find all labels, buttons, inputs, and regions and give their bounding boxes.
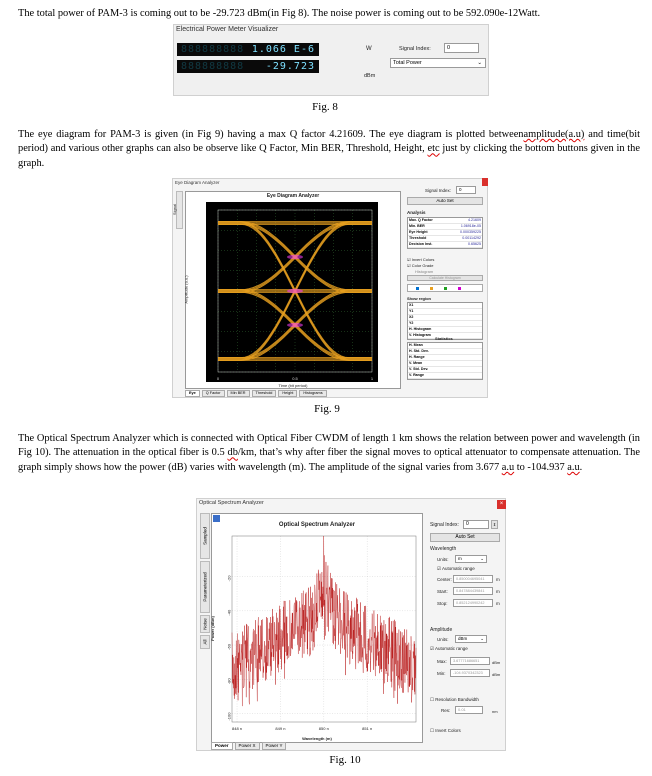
signal-index-spinner[interactable]: ⇕ (492, 522, 497, 527)
dbm-display (177, 60, 319, 73)
region-row[interactable]: X1 (408, 303, 482, 309)
osa-xlabel: Wavelength (m) (302, 736, 332, 741)
signal-index-label: Signal Index: (399, 46, 431, 52)
para2-etc: etc (427, 143, 440, 155)
wavelength-header: Wavelength (430, 546, 457, 552)
max-input[interactable]: 3.67771686651 (450, 657, 490, 665)
dbm-value: -29.723 (265, 61, 315, 72)
region-row[interactable]: V. Histogram (408, 333, 482, 339)
region-row[interactable]: Y2 (408, 321, 482, 327)
eye-xlabel: Time (bit period) (278, 383, 308, 388)
fig9-caption: Fig. 9 (314, 403, 340, 415)
swatch-orange[interactable] (430, 287, 433, 290)
eye-x-tick-label: 1 (370, 376, 374, 381)
eye-x-tick-label: 0.5 (292, 376, 298, 381)
para3-text-4: . (579, 461, 583, 473)
eye-analyzer-window (172, 178, 488, 398)
start-input[interactable]: 0.847884439841 (453, 587, 493, 595)
dbm-display-ghost: 888888888 (181, 61, 245, 72)
eye-ylabel: Amplitude (a.u.) (183, 275, 189, 304)
fig10-caption: Fig. 10 (329, 754, 361, 766)
paragraph-total-power: The total power of PAM-3 is coming out to be -29.723 dBm(in Fig 8). The noise power is coming out to be 592.090e-12Watt. (18, 8, 541, 19)
analysis-name: Max. Q Factor (409, 218, 433, 222)
resolution-bandwidth-checkbox[interactable]: ☐ Resolution Bandwidth (430, 697, 479, 702)
osa-plot-frame (211, 513, 423, 743)
analysis-value: 1.06918e-05 (460, 224, 481, 228)
res-input[interactable]: 0.01 (455, 706, 483, 714)
analysis-value: 0.00114292 (462, 236, 481, 240)
para2-text-1: The eye diagram for PAM-3 is given (in Fig 9) having a max Q factor 4.21609. The eye diagram is plotted between (18, 129, 524, 140)
eye-window-title: Eye Diagram Analyzer (175, 180, 220, 185)
osa-autoset-button[interactable]: Auto Set (430, 533, 500, 542)
eye-crossing-0 (287, 255, 303, 259)
swatch-green[interactable] (444, 287, 447, 290)
analysis-name: Threshold (409, 236, 427, 240)
center-label: Center: (437, 577, 452, 582)
histogram-label: Histogram (415, 269, 434, 274)
mode-select-value: Total Power (393, 60, 422, 66)
region-header: Show region (407, 296, 431, 301)
swatch-magenta[interactable] (458, 287, 461, 290)
osa-side-tab-label: Sampled (202, 527, 208, 545)
osa-tab[interactable]: Power (211, 742, 233, 750)
res-unit: nm (492, 709, 498, 714)
chevron-down-icon: ⌄ (480, 636, 484, 641)
eye-signal-index-label: Signal Index: (425, 188, 452, 193)
eye-plot-title: Eye Diagram Analyzer (266, 193, 320, 199)
osa-x-tick-label: 851 n (362, 726, 373, 731)
power-meter-window (173, 24, 489, 96)
para3-text-3: to -104.937 (514, 461, 568, 473)
osa-y-tick-label: -80 (226, 678, 232, 685)
eye-tab[interactable]: Eye (185, 390, 200, 397)
osa-x-tick-label: 850 n (318, 726, 329, 731)
paragraph-eye-diagram (18, 128, 640, 171)
eye-bottom-tabs (185, 390, 327, 397)
analysis-name: Min. BER (409, 224, 425, 228)
eye-tab[interactable]: Histograms (299, 390, 326, 397)
osa-side-tab[interactable] (200, 561, 210, 613)
max-unit: dBm (492, 660, 501, 665)
eye-tab[interactable]: Threshold (252, 390, 277, 397)
analysis-value: 0.65625 (468, 242, 481, 246)
osa-side-tabs (200, 513, 210, 693)
eye-autoset-button[interactable]: Auto Set (407, 197, 483, 205)
watt-value: 1.066 E-6 (251, 44, 315, 55)
amp-auto-range-checkbox[interactable]: ☑ Automatic range (430, 646, 468, 651)
chevron-down-icon: ⌄ (480, 556, 484, 561)
analysis-value: 4.21609 (468, 218, 481, 222)
chevron-down-icon: ⌄ (477, 60, 482, 66)
eye-crossing-1 (287, 323, 303, 327)
min-input[interactable]: -104.9370342323 (450, 669, 490, 677)
wl-units-label: Units: (437, 557, 449, 562)
region-row[interactable]: H. Histogram (408, 327, 482, 333)
close-icon[interactable] (482, 178, 488, 186)
analysis-table (407, 217, 483, 249)
start-unit: m (496, 589, 500, 594)
close-icon[interactable]: × (497, 500, 506, 509)
osa-tab[interactable]: Power Y (262, 742, 287, 750)
signal-index-input[interactable]: 0 (444, 43, 479, 53)
osa-invert-colors-checkbox[interactable]: ☐ Invert Colors (430, 728, 461, 733)
amp-units-select[interactable]: dBm ⌄ (455, 635, 487, 643)
amplitude-header: Amplitude (430, 627, 453, 633)
start-label: Start: (437, 589, 448, 594)
analysis-name: Decision Inst. (409, 242, 433, 246)
osa-side-tab[interactable] (200, 513, 210, 559)
osa-x-tick-label: 848 n (232, 726, 243, 731)
watt-display (177, 43, 319, 56)
eye-crossing-2 (287, 289, 303, 293)
analysis-value: 0.000359225 (460, 230, 481, 234)
osa-side-tab-label: Noise (202, 618, 208, 630)
osa-ylabel: Power (dBm) (209, 616, 215, 641)
invert-colors-checkbox[interactable]: ☑ Invert Colors (407, 257, 435, 262)
wl-auto-range-checkbox[interactable]: ☑ Automatic range (437, 566, 475, 571)
osa-plot-title: Optical Spectrum Analyzer (278, 522, 356, 528)
app-logo-icon (213, 515, 220, 522)
osa-y-tick-label: -20 (226, 575, 232, 582)
dbm-unit: dBm (364, 73, 376, 79)
para3-au-2: a.u (567, 461, 580, 473)
eye-plot-frame (185, 191, 401, 389)
paragraph-osa (18, 432, 640, 475)
center-unit: m (496, 577, 500, 582)
osa-y-tick-label: -100 (226, 712, 232, 721)
region-row[interactable]: Y1 (408, 309, 482, 315)
statistics-header: Statistics (435, 336, 453, 341)
osa-x-tick-label: 849 n (275, 726, 286, 731)
eye-plot-canvas (206, 202, 378, 382)
analysis-header: Analysis (407, 210, 426, 215)
calculate-histogram-button[interactable]: Calculate Histogram (407, 275, 483, 281)
osa-window (196, 498, 506, 751)
center-input[interactable]: 0.850004695041 (453, 575, 493, 583)
eye-x-tick-label: 0 (216, 376, 220, 381)
stats-row[interactable]: V. Std. Dev. (408, 367, 482, 373)
analysis-row (408, 242, 482, 248)
para3-au-1: a.u (501, 461, 515, 473)
stop-unit: m (496, 601, 500, 606)
power-meter-title: Electrical Power Meter Visualizer (176, 26, 279, 33)
osa-signal-index-label: Signal Index: (430, 522, 459, 528)
side-tab-signal[interactable]: Signal (176, 191, 183, 229)
para2-text-2: and time(bit period) and various other graphs can also be observe like Q Factor, Min BER, Threshold, Height, (18, 129, 640, 155)
stats-row[interactable]: H. Mean (408, 343, 482, 349)
eye-tab[interactable]: Height (278, 390, 297, 397)
region-row[interactable]: X2 (408, 315, 482, 321)
color-grade-checkbox[interactable]: ☑ Color Grade (407, 263, 434, 268)
fig8-caption: Fig. 8 (312, 101, 338, 113)
para3-db: db (227, 447, 238, 459)
max-label: Max: (437, 659, 447, 664)
osa-side-tab[interactable] (200, 615, 210, 633)
amp-units-label: Units: (437, 637, 449, 642)
osa-bottom-tabs (211, 742, 286, 750)
watt-display-ghost: 888888888 (181, 44, 245, 55)
osa-side-tab[interactable] (200, 635, 210, 649)
analysis-name: Eye Height (409, 230, 428, 234)
osa-plot-canvas (222, 532, 420, 732)
res-label: Res: (441, 708, 451, 713)
eye-tab[interactable]: Min BER (227, 390, 250, 397)
para2-text-3: just by clicking the bottom buttons given in the graph. (18, 143, 640, 169)
stop-input[interactable]: 0.852124990242 (453, 599, 493, 607)
osa-window-title: Optical Spectrum Analyzer (199, 500, 264, 506)
osa-y-tick-label: -40 (226, 609, 232, 616)
osa-signal-index-input[interactable]: 0 (463, 520, 489, 529)
stats-table (407, 342, 483, 380)
mode-select[interactable] (390, 58, 486, 68)
min-unit: dBm (492, 672, 501, 677)
osa-y-tick-label: -60 (226, 644, 232, 650)
wl-units-select[interactable]: m ⌄ (455, 555, 487, 563)
osa-side-tab-label: All (202, 639, 208, 645)
stats-row[interactable]: H. Std. Dev. (408, 349, 482, 355)
para2-amplitude: amplitude(a.u) (523, 129, 585, 140)
min-label: Min: (437, 671, 446, 676)
stats-row[interactable]: H. Range (408, 355, 482, 361)
stats-row[interactable]: V. Mean (408, 361, 482, 367)
watt-unit: W (366, 46, 372, 52)
para3-text-1: The Optical Spectrum Analyzer which is connected with Optical Fiber CWDM of length 1 km shows the relation between power and wavelength (in Fig 10). The attenuation in the optical fiber is 0.5 (18, 433, 640, 459)
eye-tab[interactable]: Q Factor (202, 390, 225, 397)
stop-label: Stop: (437, 601, 448, 606)
osa-side-tab-label: Parameterized (202, 572, 208, 602)
region-table (407, 302, 483, 340)
stats-row[interactable]: V. Range (408, 373, 482, 379)
eye-signal-index-input[interactable]: 0 (456, 186, 476, 194)
color-swatches[interactable] (407, 284, 483, 292)
para3-text-2: /km, that’s why after fiber the signal moves to optical attenuator to compensate attenuation. The graph simply shows how the power (dB) varies with wavelength (m). The amplitude of the signal varies from 3.677 (18, 447, 640, 473)
swatch-blue[interactable] (416, 287, 419, 290)
osa-tab[interactable]: Power X (235, 742, 260, 750)
